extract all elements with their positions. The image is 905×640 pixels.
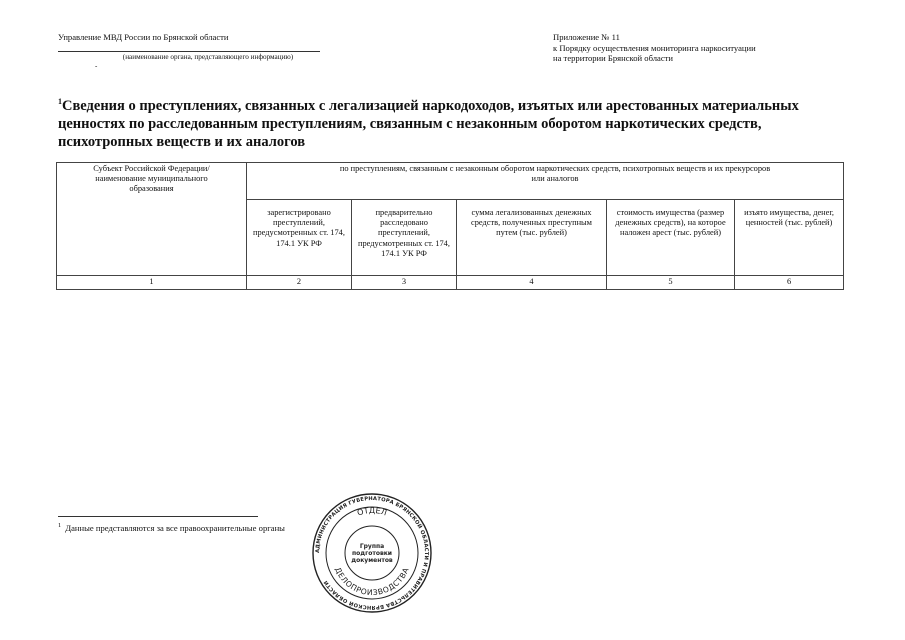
appendix-number: Приложение № 11 — [553, 32, 620, 42]
column-number-4: 4 — [457, 276, 607, 290]
stamp-center-line-2: подготовки — [351, 550, 393, 557]
appendix-line-2: к Порядку осуществления мониторинга наркоситуации — [553, 42, 756, 53]
appendix-line-3: на территории Брянской области — [553, 53, 674, 63]
stamp-dept-top: ОТДЕЛ — [356, 505, 389, 518]
document-title — [58, 93, 858, 151]
organization-dash: - — [95, 62, 98, 70]
group-header-cell: по преступлениям, связанным с незаконным оборотом наркотических средств, психотропных веществ и их прекурсоров или аналогов — [247, 163, 844, 200]
table-number-row — [57, 276, 844, 290]
title-footnote-mark: 1 — [58, 97, 62, 106]
stamp-dept-bottom: ДЕЛОПРОИЗВОДСТВА — [333, 565, 411, 598]
footnote-text: Данные представляются за все правоохранительные органы — [65, 523, 285, 533]
svg-text:ОТДЕЛ — [356, 506, 388, 518]
stamp-center-line-3: документов — [351, 557, 393, 564]
report-table — [56, 162, 844, 290]
column-number-1: 1 — [57, 276, 247, 290]
appendix-block — [553, 32, 853, 64]
svg-text:ДЕЛОПРОИЗВОДСТВА — [333, 566, 411, 597]
column-header-registered: зарегистрировано преступлений, предусмотренных ст. 174, 174.1 УК РФ — [247, 200, 352, 276]
organization-underline — [58, 51, 320, 52]
stamp-center-line-1: Группа — [359, 543, 385, 550]
column-header-investigated: предварительно расследовано преступлений, предусмотренных ст. 174, 174.1 УК РФ — [352, 200, 457, 276]
organization-name: Управление МВД России по Брянской области — [58, 32, 229, 42]
footnote-mark: 1 — [58, 522, 62, 529]
table-header-row-1 — [57, 163, 844, 200]
column-header-seized: изъято имущества, денег, ценностей (тыс. рублей) — [735, 200, 844, 276]
column-number-2: 2 — [247, 276, 352, 290]
column-number-6: 6 — [735, 276, 844, 290]
footnote-separator — [58, 516, 258, 517]
column-header-arrested-property: стоимость имущества (размер денежных средств), на которое наложен арест (тыс. рублей) — [607, 200, 735, 276]
column-number-5: 5 — [607, 276, 735, 290]
stamp-ring-text: АДМИНИСТРАЦИЯ ГУБЕРНАТОРА БРЯНСКОЙ ОБЛАСТИ И ПРАВИТЕЛЬСТВА БРЯНСКОЙ ОБЛАСТИ — [314, 495, 430, 611]
column-number-3: 3 — [352, 276, 457, 290]
subject-header-cell: Субъект Российской Федерации/ наименование муниципального образования — [57, 163, 247, 276]
column-header-legalized-sum: сумма легализованных денежных средств, полученных преступным путем (тыс. рублей) — [457, 200, 607, 276]
title-text: Сведения о преступлениях, связанных с легализацией наркодоходов, изъятых или арестованных материальных ценностях по расследованным преступлениям, связанным с незаконным оборотом наркотических средств, психотропных веществ и их аналогов — [58, 98, 799, 150]
department-stamp — [311, 492, 433, 614]
organization-caption: (наименование органа, представляющего информацию) — [122, 53, 294, 61]
